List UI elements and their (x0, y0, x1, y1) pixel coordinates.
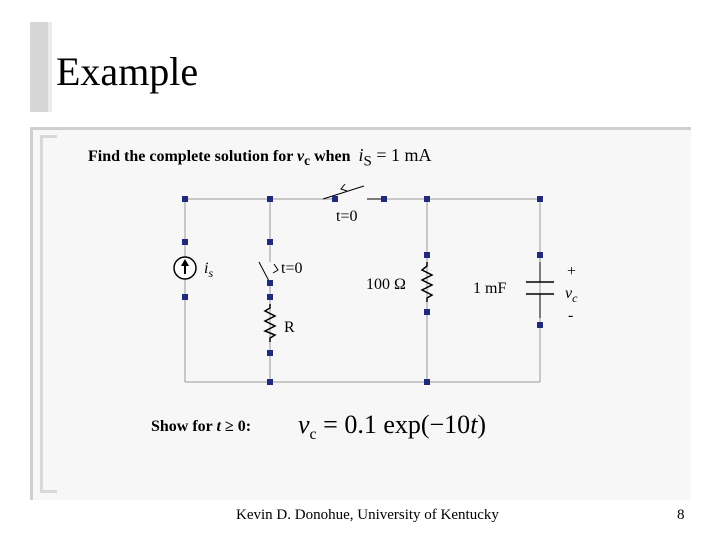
vc-label: $v_c$ (565, 285, 578, 305)
minus-sign: - (568, 307, 574, 324)
source-eq-lhs: i (358, 145, 364, 165)
slide-title: Example (56, 49, 199, 94)
problem-prefix: Find the complete solution for (88, 148, 298, 165)
switch-top-label: t=0 (336, 208, 358, 225)
show-prefix: Show for (151, 418, 217, 435)
current-source-icon (174, 257, 196, 279)
source-eq-rhs: = 1 mA (371, 145, 432, 165)
source-eq-sub: S (363, 153, 372, 170)
resistor-100-label: 100 Ω (366, 276, 406, 293)
solution-rhs1: = 0.1 exp(−10 (316, 410, 471, 439)
problem-suffix: when (310, 148, 355, 165)
cap-label: 1 mF (473, 280, 507, 297)
circuit-labels (204, 208, 578, 336)
switch-mid-label: t=0 (281, 260, 303, 277)
solution-v: v (298, 410, 310, 439)
show-t: t (216, 418, 221, 435)
problem-var-sub: c (304, 153, 311, 169)
solution-t: t (470, 410, 478, 439)
footer-text: Kevin D. Donohue, University of Kentucky (236, 507, 499, 523)
show-prompt (151, 418, 251, 436)
show-ge: ≥ 0: (220, 418, 252, 435)
solution-equation (298, 410, 486, 444)
r-label: R (284, 319, 295, 336)
middle-switch (259, 262, 278, 283)
problem-var: v (297, 148, 305, 165)
solution-sub: c (309, 426, 317, 444)
source-label: $i_s$ (204, 260, 214, 280)
solution-rhs2: ) (477, 410, 487, 439)
page-number: 8 (677, 507, 685, 523)
plus-sign: + (567, 263, 577, 280)
